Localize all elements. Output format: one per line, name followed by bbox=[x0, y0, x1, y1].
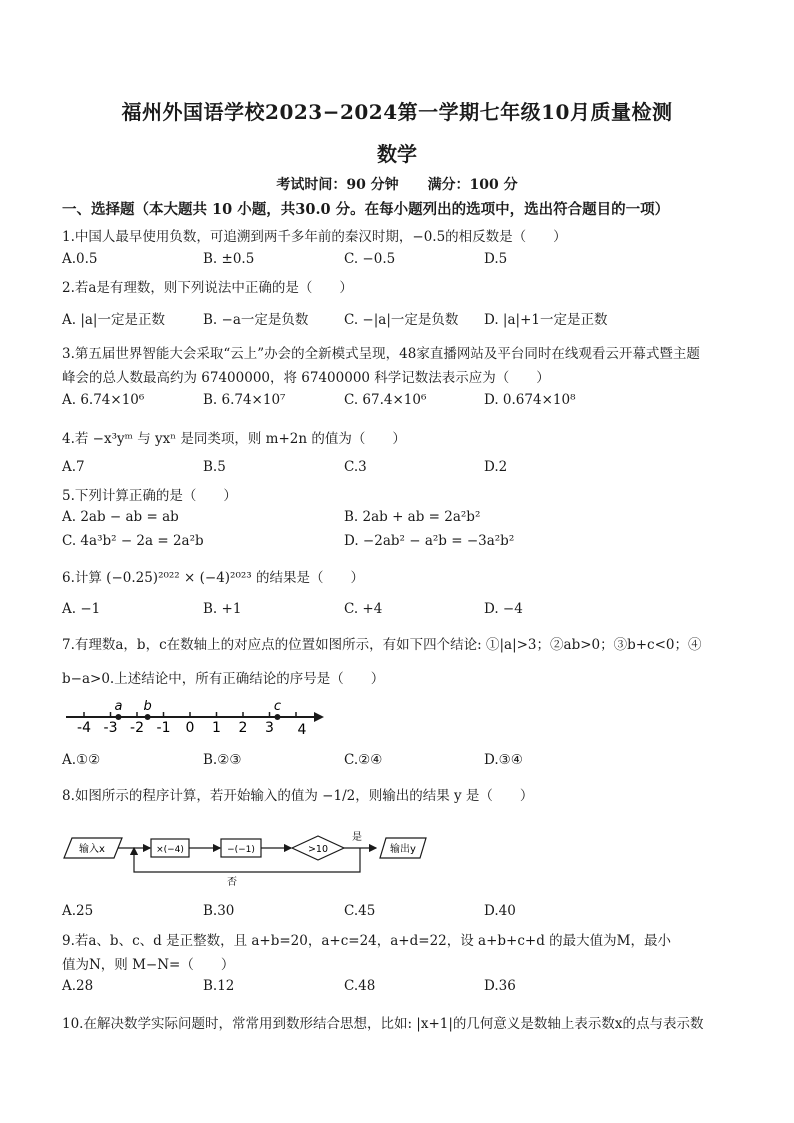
q6-option-c: C. +4 bbox=[344, 601, 383, 617]
q8-option-c: C.45 bbox=[344, 903, 376, 919]
question-8: 8.如图所示的程序计算，若开始输入的值为 −1/2，则输出的结果 y 是（ ） bbox=[62, 788, 534, 804]
number-line-tick-label: 0 bbox=[185, 720, 195, 736]
q6-option-d: D. −4 bbox=[484, 601, 523, 617]
question-6: 6.计算 (−0.25)²⁰²² × (−4)²⁰²³ 的结果是（ ） bbox=[62, 570, 364, 586]
q8-option-d: D.40 bbox=[484, 903, 516, 919]
q4-option-d: D.2 bbox=[484, 459, 508, 475]
q1-option-b: B. ±0.5 bbox=[203, 251, 255, 267]
number-line-point-c bbox=[274, 714, 280, 720]
question-9-line-2: 值为N，则 M−N=（ ） bbox=[62, 957, 235, 973]
question-1: 1.中国人最早使用负数，可追溯到两千多年前的秦汉时期，−0.5的相反数是（ ） bbox=[62, 229, 567, 245]
question-2: 2.若a是有理数，则下列说法中正确的是（ ） bbox=[62, 280, 353, 296]
q1-option-d: D.5 bbox=[484, 251, 508, 267]
flow-yes-label: 是 bbox=[352, 832, 362, 843]
number-line-tick-label: -3 bbox=[103, 720, 118, 736]
question-3-line-2: 峰会的总人数最高约为 67400000，将 67400000 科学记数法表示应为（ ） bbox=[62, 370, 550, 386]
q6-option-b: B. +1 bbox=[203, 601, 242, 617]
program-flowchart bbox=[62, 826, 432, 890]
q3-option-c: C. 67.4×10⁶ bbox=[344, 392, 427, 408]
q8-option-b: B.30 bbox=[203, 903, 235, 919]
question-5: 5.下列计算正确的是（ ） bbox=[62, 488, 237, 504]
q5-option-c: C. 4a³b² − 2a = 2a²b bbox=[62, 533, 204, 549]
q9-option-a: A.28 bbox=[62, 978, 94, 994]
q2-option-b: B. −a一定是负数 bbox=[203, 312, 309, 328]
q2-option-d: D. |a|+1一定是正数 bbox=[484, 312, 608, 328]
q7-option-c: C.②④ bbox=[344, 752, 383, 768]
flow-multiply-label: ×(−4) bbox=[156, 845, 184, 855]
q2-option-c: C. −|a|一定是负数 bbox=[344, 312, 459, 328]
q5-option-a: A. 2ab − ab = ab bbox=[62, 509, 179, 525]
question-10: 10.在解决数学实际问题时，常常用到数形结合思想，比如: |x+1|的几何意义是数轴上表示数x的点与表示数 bbox=[62, 1016, 704, 1032]
exam-meta bbox=[0, 174, 794, 194]
flow-subtract-label: −(−1) bbox=[227, 845, 255, 855]
q7-option-b: B.②③ bbox=[203, 752, 242, 768]
number-line-point-label-a: a bbox=[114, 699, 123, 714]
question-9-line-1: 9.若a、b、c、d 是正整数，且 a+b=20，a+c=24，a+d=22，设 a+b+c+d 的最大值为M，最小 bbox=[62, 933, 671, 949]
number-line-point-b bbox=[145, 714, 151, 720]
number-line-tick-label: -4 bbox=[77, 720, 91, 736]
number-line-tick-label: 4 bbox=[297, 722, 307, 738]
q8-option-a: A.25 bbox=[62, 903, 94, 919]
q1-option-c: C. −0.5 bbox=[344, 251, 396, 267]
number-line-tick-label: -1 bbox=[156, 720, 171, 736]
flow-output-label: 输出y bbox=[390, 844, 416, 855]
q3-option-a: A. 6.74×10⁶ bbox=[62, 392, 145, 408]
number-line-tick-label: 1 bbox=[212, 720, 221, 736]
q4-option-c: C.3 bbox=[344, 459, 367, 475]
q1-option-a: A.0.5 bbox=[62, 251, 98, 267]
flow-input-label: 输入x bbox=[79, 844, 105, 855]
q2-option-a: A. |a|一定是正数 bbox=[62, 312, 165, 328]
q7-option-d: D.③④ bbox=[484, 752, 523, 768]
question-7-line-2: b−a>0.上述结论中，所有正确结论的序号是（ ） bbox=[62, 671, 385, 687]
question-7-line-1: 7.有理数a，b，c在数轴上的对应点的位置如图所示，有如下四个结论: ①|a|>3；②ab>0；③b+c<0；④ bbox=[62, 637, 702, 653]
q9-option-d: D.36 bbox=[484, 978, 516, 994]
q5-option-b: B. 2ab + ab = 2a²b² bbox=[344, 509, 481, 525]
q9-option-b: B.12 bbox=[203, 978, 235, 994]
number-line-tick-label: 2 bbox=[238, 720, 248, 736]
number-line-tick-label: 3 bbox=[265, 720, 274, 736]
number-line-point-label-c: c bbox=[273, 699, 282, 714]
q9-option-c: C.48 bbox=[344, 978, 376, 994]
q3-option-d: D. 0.674×10⁸ bbox=[484, 392, 576, 408]
number-line bbox=[62, 695, 332, 739]
q4-option-a: A.7 bbox=[62, 459, 85, 475]
number-line-tick-label: -2 bbox=[130, 720, 144, 736]
question-4: 4.若 −x³yᵐ 与 yxⁿ 是同类项，则 m+2n 的值为（ ） bbox=[62, 431, 406, 447]
q6-option-a: A. −1 bbox=[62, 601, 101, 617]
q3-option-b: B. 6.74×10⁷ bbox=[203, 392, 286, 408]
page-title: 福州外国语学校2023−2024第一学期七年级10月质量检测 bbox=[121, 100, 673, 124]
number-line-point-a bbox=[115, 714, 121, 720]
subject-title: 数学 bbox=[377, 142, 417, 166]
q5-option-d: D. −2ab² − a²b = −3a²b² bbox=[344, 533, 515, 549]
number-line-point-label-b: b bbox=[143, 699, 152, 714]
flow-no-label: 否 bbox=[227, 877, 237, 888]
section-title: 一、选择题（本大题共 10 小题，共30.0 分。在每小题列出的选项中，选出符合题目的一项） bbox=[62, 201, 670, 218]
question-3-line-1: 3.第五届世界智能大会采取“云上”办会的全新模式呈现，48家直播网站及平台同时在线观看云开幕式暨主题 bbox=[62, 346, 700, 362]
q7-option-a: A.①② bbox=[62, 752, 101, 768]
flow-condition-label: >10 bbox=[307, 844, 329, 855]
exam-score: 满分：100 分 bbox=[427, 177, 518, 193]
q4-option-b: B.5 bbox=[203, 459, 226, 475]
exam-time: 考试时间：90 分钟 bbox=[276, 177, 399, 193]
